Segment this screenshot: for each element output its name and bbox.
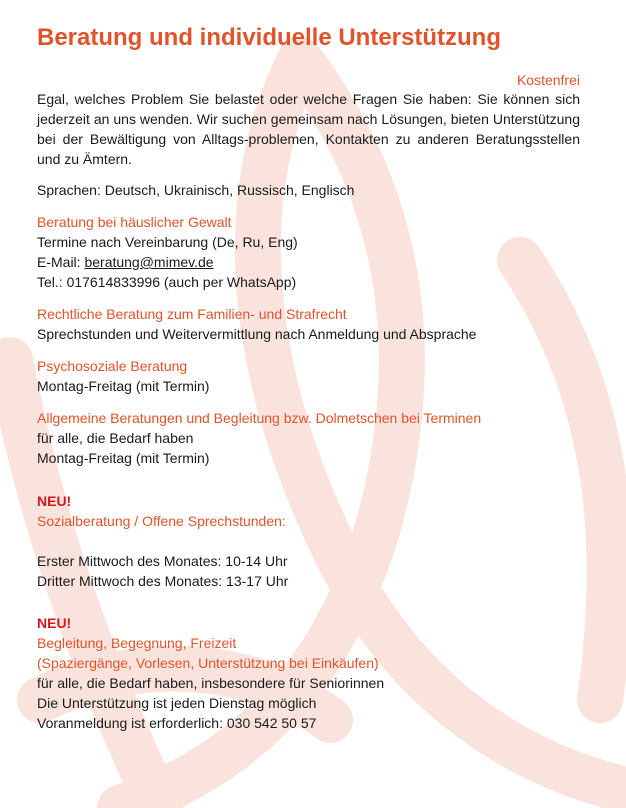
free-label: Kostenfrei — [516, 72, 580, 88]
intro-text: Egal, welches Problem Sie belastet oder welche Fragen Sie haben: Sie können sich jederzeit an uns wenden. Wir suchen gemeinsam nach Lösungen, bieten Unterstützung bei der Bewältigung von Alltags-problemen, Kontakten zu anderen Beratungsstellen und zu Ämtern. — [37, 91, 580, 167]
section-title: Sozialberatung / Offene Sprechstunden: — [37, 513, 286, 529]
section-text: Montag-Freitag (mit Termin) — [37, 378, 210, 394]
section-general — [37, 408, 580, 468]
section-title: Begleitung, Begegnung, Freizeit — [37, 635, 237, 651]
email-link[interactable]: beratung@mimev.de — [84, 254, 214, 270]
email-prefix: E-Mail: — [37, 254, 85, 270]
section-title: Psychosoziale Beratung — [37, 358, 188, 374]
section-text: Voranmeldung ist erforderlich: 030 542 50 57 — [37, 715, 317, 731]
languages-text: Sprachen: Deutsch, Ukrainisch, Russisch, Englisch — [37, 182, 355, 198]
section-text: Erster Mittwoch des Monates: 10-14 Uhr — [37, 553, 288, 569]
new-badge: NEU! — [37, 493, 72, 509]
email-line — [37, 252, 580, 272]
appointment-text: Termine nach Vereinbarung (De, Ru, Eng) — [37, 234, 298, 250]
section-domestic-violence — [37, 212, 580, 292]
section-text: Sprechstunden und Weitervermittlung nach Anmeldung und Absprache — [37, 326, 477, 342]
new-badge: NEU! — [37, 615, 72, 631]
phone-text: Tel.: 017614833996 (auch per WhatsApp) — [37, 274, 297, 290]
section-text: Montag-Freitag (mit Termin) — [37, 450, 210, 466]
page-title: Beratung und individuelle Unterstützung — [37, 24, 501, 51]
section-text: Dritter Mittwoch des Monates: 13-17 Uhr — [37, 573, 289, 589]
section-subtitle: (Spaziergänge, Vorlesen, Unterstützung bei Einkäufen) — [37, 655, 379, 671]
section-legal — [37, 304, 580, 344]
section-psychosocial — [37, 356, 580, 396]
section-title: Beratung bei häuslicher Gewalt — [37, 214, 232, 230]
section-leisure — [37, 613, 580, 733]
section-title: Rechtliche Beratung zum Familien- und Strafrecht — [37, 306, 347, 322]
section-social — [37, 491, 580, 591]
section-text: für alle, die Bedarf haben, insbesondere für Seniorinnen — [37, 675, 385, 691]
section-text: für alle, die Bedarf haben — [37, 430, 194, 446]
section-text: Die Unterstützung ist jeden Dienstag möglich — [37, 695, 317, 711]
section-title: Allgemeine Beratungen und Begleitung bzw. Dolmetschen bei Terminen — [37, 410, 482, 426]
